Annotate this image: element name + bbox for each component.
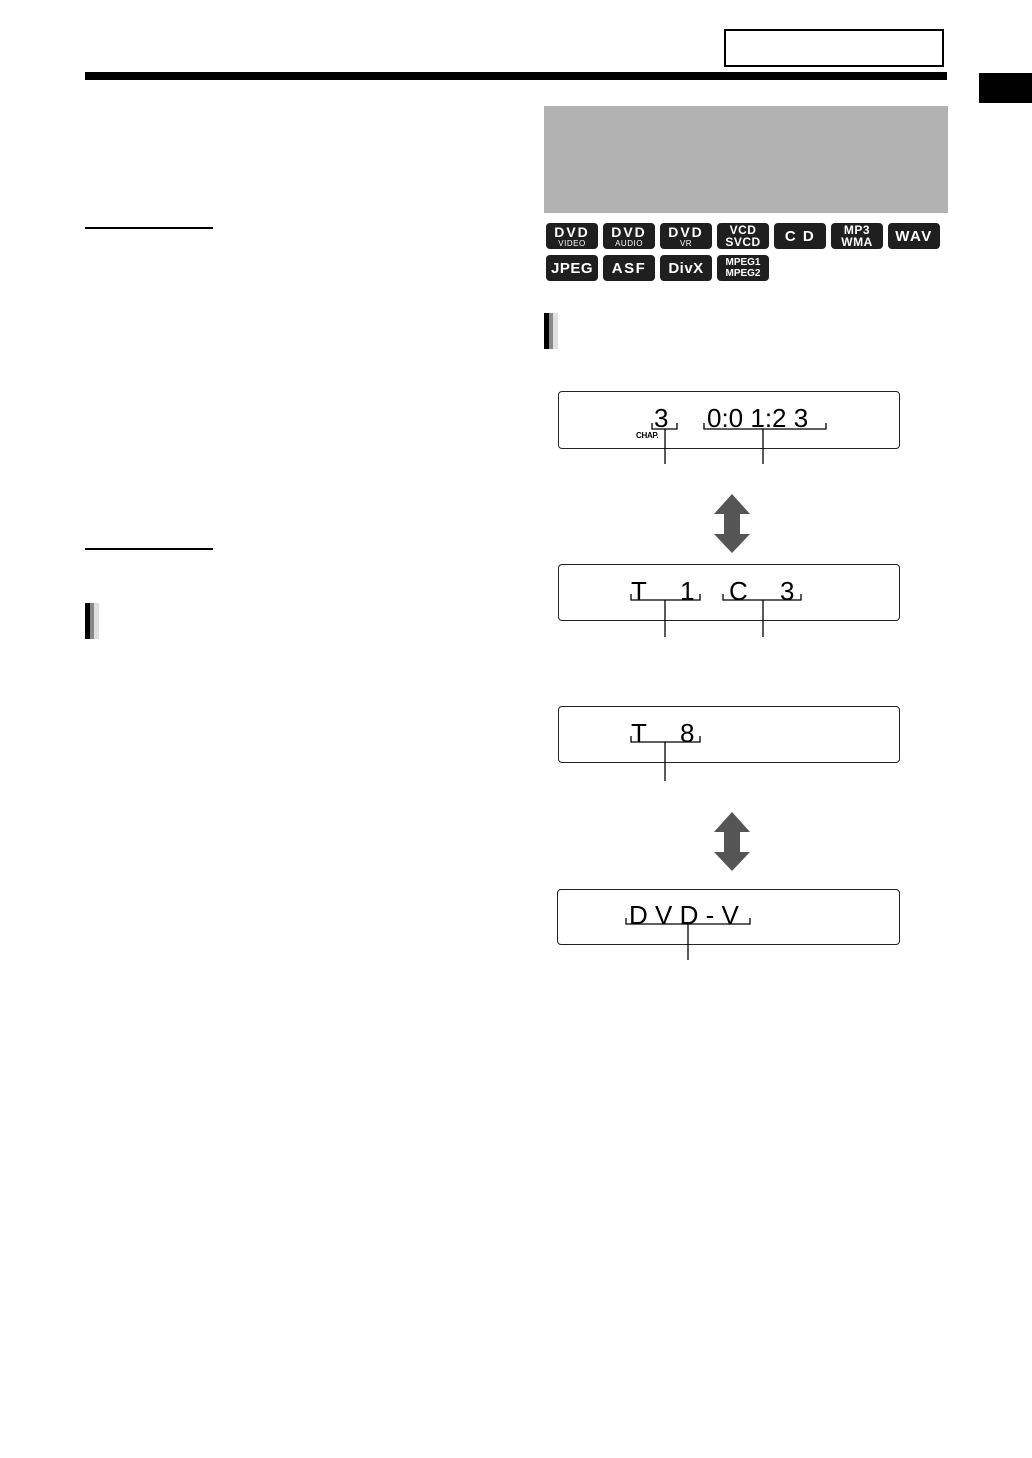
display-chapter-number-2: 3 bbox=[780, 576, 795, 606]
display-chapter-number: 3 bbox=[654, 403, 669, 433]
jpeg-icon: JPEG bbox=[546, 255, 598, 281]
bracket-chapter-2 bbox=[723, 594, 801, 600]
display-chap-label: CHAP. bbox=[636, 431, 659, 440]
dvd-audio-icon: DVD AUDIO bbox=[603, 223, 655, 249]
toggle-arrow-1 bbox=[714, 494, 750, 553]
display-title-letter-2: T bbox=[631, 718, 647, 748]
mpeg-icon: MPEG1 MPEG2 bbox=[717, 255, 769, 281]
display-disc-type: D V D - V bbox=[629, 900, 739, 930]
display-elapsed-time: 0:0 1:2 3 bbox=[707, 403, 809, 433]
bracket-title bbox=[631, 594, 700, 600]
toggle-arrow-2 bbox=[714, 812, 750, 871]
display-chapter-letter: C bbox=[729, 576, 748, 606]
bracket-time bbox=[704, 423, 826, 429]
bracket-chapter bbox=[652, 423, 677, 429]
bracket-title-2 bbox=[631, 736, 700, 742]
asf-icon: ASF bbox=[603, 255, 655, 281]
bracket-disc-type bbox=[626, 918, 750, 924]
vcd-svcd-icon: VCD SVCD bbox=[717, 223, 769, 249]
dvd-video-icon: DVD VIDEO bbox=[546, 223, 598, 249]
mp3-wma-icon: MP3 WMA bbox=[831, 223, 883, 249]
divx-icon: DivX bbox=[660, 255, 712, 281]
cd-icon: C D bbox=[774, 223, 826, 249]
display-title-number-2: 8 bbox=[680, 718, 695, 748]
dvd-vr-icon: DVD VR bbox=[660, 223, 712, 249]
display-title-letter: T bbox=[631, 576, 647, 606]
display-title-number: 1 bbox=[680, 576, 695, 606]
wav-icon: WAV bbox=[888, 223, 940, 249]
